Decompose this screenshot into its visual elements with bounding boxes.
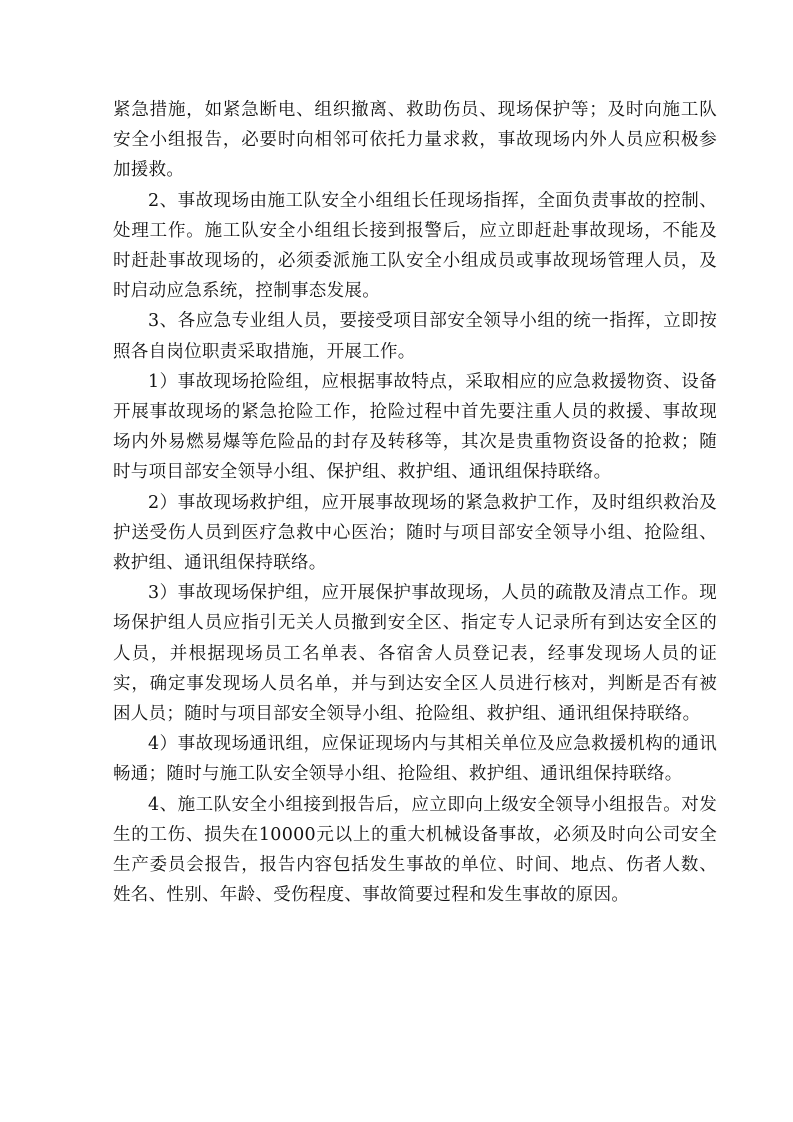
paragraph-subitem-3-protection-team: 3）事故现场保护组，应开展保护事故现场，人员的疏散及清点工作。现场保护组人员应指引无关人员撤到安全区、指定专人记录所有到达安全区的人员，并根据现场员工名单表、各宿舍人员登记表，经事发现场人员的证实，确定事发现场人员名单，并与到达安全区人员进行核对，判断是否有被困人员；随时与项目部安全领导小组、抢险组、救护组、通讯组保持联络。 [113, 583, 717, 725]
paragraph-subitem-4-communication-team: 4）事故现场通讯组，应保证现场内与其相关单位及应急救援机构的通讯畅通；随时与施工队安全领导小组、抢险组、救护组、通讯组保持联络。 [113, 734, 717, 785]
paragraph-subitem-1-rescue-team: 1）事故现场抢险组，应根据事故特点，采取相应的应急救援物资、设备开展事故现场的紧急抢险工作，抢险过程中首先要注重人员的救援、事故现场内外易燃易爆等危险品的封存及转移等，其次是贵重物资设备的抢救；随时与项目部安全领导小组、保护组、救护组、通讯组保持联络。 [113, 371, 717, 483]
paragraph-item-4-reporting: 4、施工队安全小组接到报告后，应立即向上级安全领导小组报告。对发生的工伤、损失在10000元以上的重大机械设备事故，必须及时向公司安全生产委员会报告，报告内容包括发生事故的单位、时间、地点、伤者人数、姓名、性别、年龄、受伤程度、事故简要过程和发生事故的原因。 [113, 794, 717, 906]
paragraph-item-3-response-teams: 3、各应急专业组人员，要接受项目部安全领导小组的统一指挥，立即按照各自岗位职责采取措施，开展工作。 [113, 311, 717, 362]
paragraph-item-2-site-command: 2、事故现场由施工队安全小组组长任现场指挥，全面负责事故的控制、处理工作。施工队安全小组组长接到报警后，应立即赶赴事故现场，不能及时赶赴事故现场的，必须委派施工队安全小组成员或事故现场管理人员，及时启动应急系统，控制事态发展。 [113, 190, 717, 302]
paragraph-continuation: 紧急措施，如紧急断电、组织撤离、救助伤员、现场保护等；及时向施工队安全小组报告，必要时向相邻可依托力量求救，事故现场内外人员应积极参加援救。 [113, 100, 717, 181]
document-body [113, 95, 717, 910]
paragraph-subitem-2-medical-team: 2）事故现场救护组，应开展事故现场的紧急救护工作，及时组织救治及护送受伤人员到医疗急救中心医治；随时与项目部安全领导小组、抢险组、救护组、通讯组保持联络。 [113, 492, 717, 574]
